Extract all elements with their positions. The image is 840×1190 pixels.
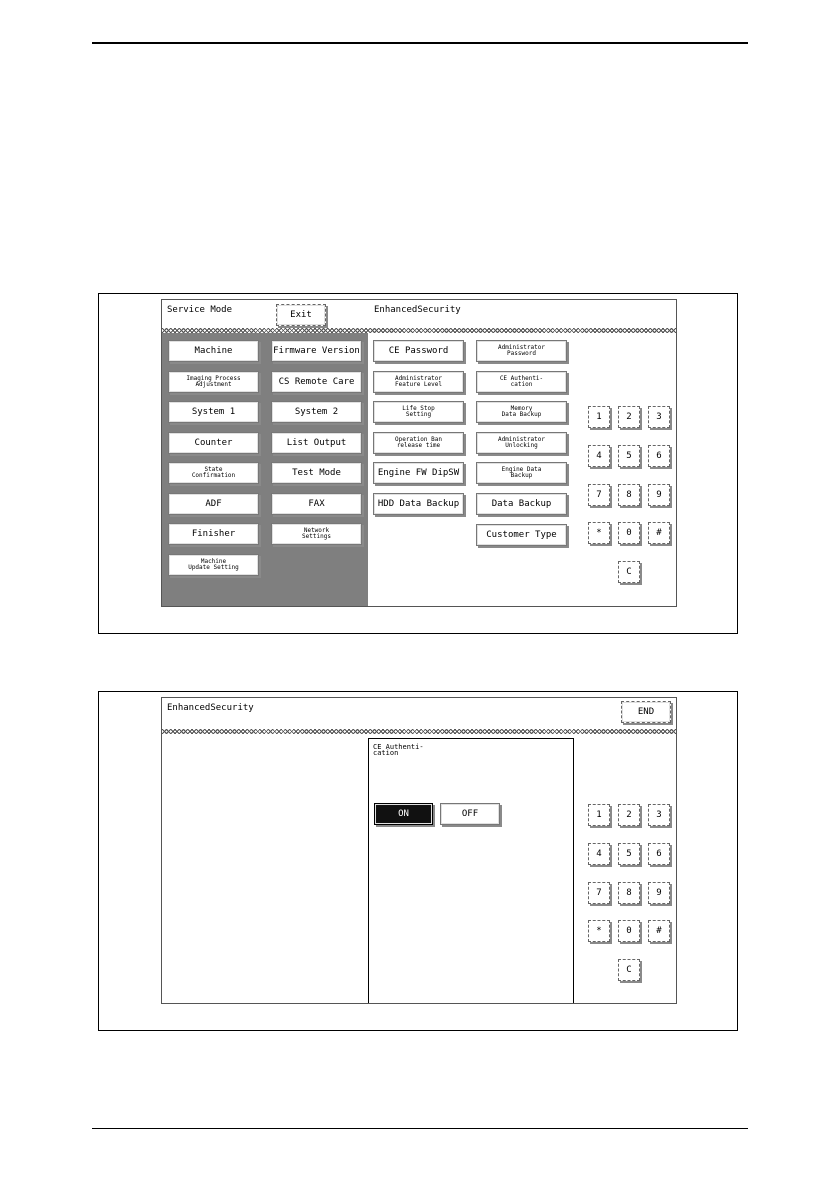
keypad-5[interactable]: 5 [618, 445, 640, 467]
screen-header [162, 300, 676, 328]
dialog-title: CE Authenti- cation [373, 743, 424, 757]
life-stop-setting-button[interactable]: Life Stop Setting [373, 401, 464, 423]
memory-data-backup-button[interactable]: Memory Data Backup [476, 401, 567, 423]
screen-title: Service Mode [167, 305, 233, 315]
keypad-1[interactable]: 1 [588, 406, 610, 428]
keypad-star[interactable]: * [588, 522, 610, 544]
keypad-3[interactable]: 3 [648, 406, 670, 428]
data-backup-button[interactable]: Data Backup [476, 493, 567, 515]
keypad-2[interactable]: 2 [618, 804, 640, 826]
keypad-0[interactable]: 0 [618, 522, 640, 544]
screen-title: EnhancedSecurity [167, 703, 254, 713]
keypad-1[interactable]: 1 [588, 804, 610, 826]
keypad-4[interactable]: 4 [588, 843, 610, 865]
system-2-button[interactable]: System 2 [271, 401, 362, 423]
counter-button[interactable]: Counter [168, 432, 259, 454]
finisher-button[interactable]: Finisher [168, 523, 259, 545]
machine-update-setting-button[interactable]: Machine Update Setting [168, 554, 259, 576]
ce-authentication-button[interactable]: CE Authenti- cation [476, 371, 567, 393]
administrator-password-button[interactable]: Administrator Password [476, 340, 567, 362]
keypad-star[interactable]: * [588, 920, 610, 942]
fax-button[interactable]: FAX [271, 493, 362, 515]
machine-button[interactable]: Machine [168, 340, 259, 362]
figure-frame-ce-authentication [98, 691, 738, 1031]
footer-rule [92, 1128, 748, 1129]
administrator-unlocking-button[interactable]: Administrator Unlocking [476, 432, 567, 454]
keypad-clear[interactable]: C [618, 561, 640, 583]
engine-data-backup-button[interactable]: Engine Data Backup [476, 462, 567, 484]
end-button[interactable]: END [621, 701, 671, 723]
screen-header [162, 698, 676, 726]
header-divider [162, 729, 676, 734]
engine-fw-dipsw-button[interactable]: Engine FW DipSW [373, 462, 464, 484]
test-mode-button[interactable]: Test Mode [271, 462, 362, 484]
keypad-8[interactable]: 8 [618, 882, 640, 904]
keypad-2[interactable]: 2 [618, 406, 640, 428]
customer-type-button[interactable]: Customer Type [476, 524, 567, 546]
keypad-5[interactable]: 5 [618, 843, 640, 865]
ce-password-button[interactable]: CE Password [373, 340, 464, 362]
keypad-9[interactable]: 9 [648, 882, 670, 904]
keypad-hash[interactable]: # [648, 920, 670, 942]
list-output-button[interactable]: List Output [271, 432, 362, 454]
firmware-version-button[interactable]: Firmware Version [271, 340, 362, 362]
header-rule [92, 42, 748, 44]
operation-ban-release-time-button[interactable]: Operation Ban release time [373, 432, 464, 454]
on-button[interactable]: ON [374, 803, 433, 825]
keypad-4[interactable]: 4 [588, 445, 610, 467]
hdd-data-backup-button[interactable]: HDD Data Backup [373, 493, 464, 515]
state-confirmation-button[interactable]: State Confirmation [168, 462, 259, 484]
keypad-9[interactable]: 9 [648, 484, 670, 506]
enhanced-security-screen [161, 697, 677, 1004]
keypad-3[interactable]: 3 [648, 804, 670, 826]
keypad-0[interactable]: 0 [618, 920, 640, 942]
adf-button[interactable]: ADF [168, 493, 259, 515]
keypad-6[interactable]: 6 [648, 445, 670, 467]
figure-frame-service-mode [98, 293, 738, 634]
keypad-8[interactable]: 8 [618, 484, 640, 506]
system-1-button[interactable]: System 1 [168, 401, 259, 423]
service-mode-screen [161, 299, 677, 607]
keypad-hash[interactable]: # [648, 522, 670, 544]
network-settings-button[interactable]: Network Settings [271, 523, 362, 545]
keypad-clear[interactable]: C [618, 959, 640, 981]
keypad-7[interactable]: 7 [588, 484, 610, 506]
imaging-process-adjustment-button[interactable]: Imaging Process Adjustment [168, 371, 259, 393]
administrator-feature-level-button[interactable]: Administrator Feature Level [373, 371, 464, 393]
keypad-6[interactable]: 6 [648, 843, 670, 865]
exit-button[interactable]: Exit [276, 304, 326, 326]
ce-authentication-dialog [368, 738, 574, 1004]
keypad-7[interactable]: 7 [588, 882, 610, 904]
off-button[interactable]: OFF [440, 803, 500, 825]
cs-remote-care-button[interactable]: CS Remote Care [271, 371, 362, 393]
section-title: EnhancedSecurity [374, 305, 461, 315]
